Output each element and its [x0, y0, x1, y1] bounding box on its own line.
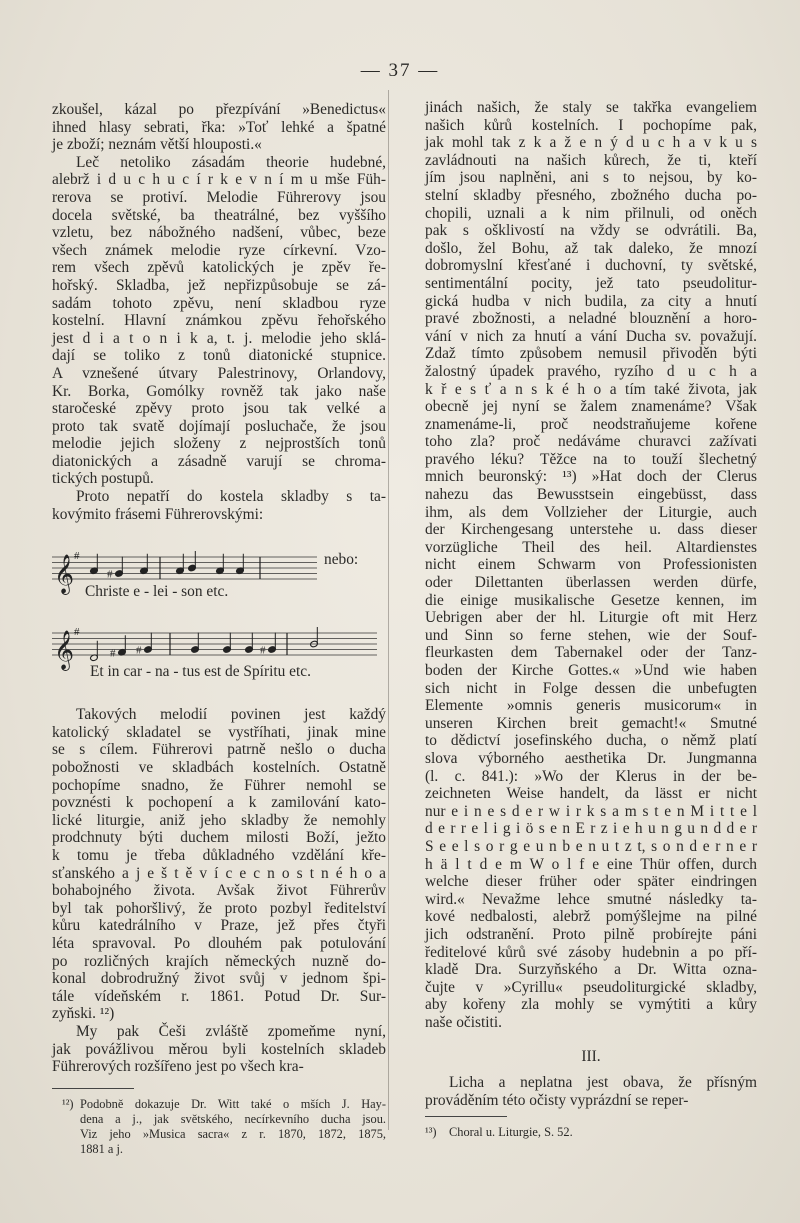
text-line: toho zla? proč nedáváme churavci zažívati [425, 433, 757, 451]
text-line: stelní skladby přesného, zbožného ducha po- [425, 186, 757, 204]
text-line: die einige musikalische Gesetze kennen, im [425, 591, 757, 609]
text-line: proto tak svatě dojímají posluchače, že jsou [52, 417, 386, 435]
text-line: d e r r e l i g i ö s e n E r z i e h u n g u n d d e r [425, 820, 757, 838]
text-line: My pak Češi zvláště zpomeňme nyní, [76, 1022, 386, 1040]
text-line: žalostný úpadek pravého, ryzího d u c h a [425, 362, 757, 380]
text-line: došlo, žel Bohu, až tak daleko, že mnozí [425, 239, 757, 257]
text-line: pochopíme snadno, že Führer nemohl se [52, 776, 386, 794]
text-line: rem všech zpěvů katolických je zpěv ře- [52, 259, 386, 277]
paragraph [425, 99, 757, 1031]
footnote-line: Choral u. Liturgie, S. 52. [449, 1125, 573, 1140]
text-line: Proto nepatří do kostela skladby s ta- [76, 488, 386, 506]
text-line: nicht einem Schwarm von Professionisten [425, 556, 757, 574]
text-line: k tomu je třeba důkladného vzdělání kře- [52, 847, 386, 864]
text-line: der Kirchengesang unterstehe u. dass dieser [425, 521, 757, 539]
text-line: zavládnouti na našich kůrech, že ti, kteří [425, 151, 757, 169]
text-line: jest d i a t o n i k a, t. j. melodie jeho sklá- [52, 329, 386, 347]
text-line: zkoušel, kázal po přezpívání »Benedictus« [52, 101, 386, 118]
text-line: naše očistiti. [425, 1013, 502, 1031]
page-fold-shadow [388, 90, 389, 1130]
footnote-line: Podobně dokazuje Dr. Witt také o mších J. Hay- [80, 1096, 386, 1111]
text-line: pravé zbožnosti, a neladné blouznění a horo- [425, 310, 757, 328]
text-line: ihm, als dem Vollzieher der Liturgie, auch [425, 503, 757, 521]
footnote-line: dena a j., jak světského, necírkevního ducha jsou. [80, 1111, 386, 1126]
sharp-icon: # [110, 647, 116, 660]
text-line: je zboží; neznám větší hlouposti.« [52, 136, 262, 154]
text-line: kovýmito frásemi Führerovskými: [52, 505, 264, 523]
text-line: kladě Dra. Surzyňského a Dr. Witta ozna- [425, 961, 757, 979]
text-line: zeichneten Weise handelt, da lässt er nicht [425, 785, 757, 803]
text-line: Uebrigen aber der hl. Liturgie oft mit Herz [425, 609, 757, 627]
text-line: nur e i n e s d e r w i r k s a m s t e n M i t t e l [425, 802, 757, 820]
text-line: zyňski. ¹²) [52, 1005, 115, 1023]
left-column [52, 101, 386, 1157]
text-line: kostelní. Hlavní známkou zpěvu řehořského [52, 312, 386, 330]
text-line: po rozličných krajích německých nuzně do- [52, 952, 386, 970]
text-line: pravého léku? Těžce na to touží šlechetný [425, 450, 757, 468]
text-line: h ä l t d e m W o l f e eine Thür offen, durch [425, 855, 757, 873]
paragraph [425, 1074, 757, 1109]
text-line: prováděním této očisty vyprázdní se reper- [425, 1091, 689, 1109]
key-signature-sharp-icon: # [74, 626, 80, 639]
text-line: Zdaž tímto způsobem nemusil přivoděn býti [425, 345, 757, 363]
left-text-top [52, 101, 386, 523]
footnote-12 [52, 1097, 386, 1157]
sharp-icon: # [260, 644, 266, 657]
text-line: znamenáme-li, proč neodstraňujeme kořene [425, 415, 757, 433]
text-line: Licha a neplatna jest obava, že přísným [449, 1074, 757, 1092]
text-line: pak s ošklivostí na vždy se odvrátili. Ba, [425, 222, 757, 240]
paragraph [52, 101, 386, 154]
text-line: boden der Kirche Gottes.« »Und wie haben [425, 662, 757, 679]
text-line: vzletu, bez nábožného nadšení, vůbec, beze [52, 224, 386, 242]
text-line: konal dobrodružný život svůj v jednom špi- [52, 970, 386, 988]
paragraph [52, 488, 386, 523]
text-line: katolický skladatel se vystříhati, jinak mine [52, 723, 386, 741]
text-line: všech známek melodie ryze církevní. Vzo- [52, 241, 386, 259]
text-line: Führerových rozšířeno jest po všech kra- [52, 1058, 304, 1076]
text-line: tále vídeňském r. 1861. Potud Dr. Sur- [52, 987, 386, 1005]
text-line: léta spravoval. Po dlouhém pak potulování [52, 934, 386, 952]
text-line: alebrž i d u c h u c í r k e v n í m u mše Füh- [52, 171, 386, 189]
text-line: diatonických a zásadně varují se chroma- [52, 452, 386, 470]
text-line: prodchnuty býti duchem milosti Boží, ježto [52, 829, 386, 847]
footnote-marker: ¹²) [62, 1096, 74, 1111]
music-example-2-lyrics: Et in car - na - tus est de Spíritu etc. [90, 663, 311, 681]
text-line: chopili, uznali a k nim přilnuli, od oněch [425, 204, 757, 222]
text-line: aby kořeny zla mohly se vymýtiti a kůry [425, 996, 757, 1014]
footnote-line: 1881 a j. [80, 1141, 124, 1156]
text-line: jich odstranění. Proto pilně probírejte páni [425, 925, 757, 943]
text-line: dají se toliko z tonů diatonické stupnice. [52, 347, 386, 365]
text-line: sentimentální pocity, jež tato pseudolitur- [425, 274, 757, 292]
text-line: vání v nich za hnutí a vání Ducha sv. považují. [425, 327, 757, 345]
text-line: ihned hlasy sebrati, řka: »Toť lehké a špatné [52, 118, 386, 136]
text-line: čujte v »Cyrillu« pseudoliturgické skladby, [425, 978, 757, 996]
footnote-text [52, 1097, 386, 1157]
text-line: Kr. Borka, Gomólky rovněž tak jako naše [52, 382, 386, 400]
text-line: jak mohl tak z k a ž e n ý d u c h a v k u s [425, 134, 757, 152]
footnote-text [425, 1125, 757, 1140]
text-line: nahezu das Bewusstsein eingebüsst, dass [425, 486, 757, 504]
text-line: rerova se protiví. Melodie Führerovy jsou [52, 188, 386, 206]
text-line: ředitelové kůrů své zásoby hudebnin a po pří- [425, 943, 757, 961]
page-number: — 37 — [360, 60, 440, 81]
key-signature-sharp-icon: # [74, 550, 80, 563]
text-line: gická hudba v nich budila, za city a hnutí [425, 292, 757, 310]
paragraph [52, 706, 386, 1023]
text-line: Takových melodií povinen jest každý [76, 706, 386, 724]
music-examples [52, 531, 386, 696]
footnote-marker: ¹³) [425, 1125, 437, 1140]
text-line: welche dieser früher oder später eindringen [425, 873, 757, 891]
sharp-icon: # [136, 644, 142, 657]
footnote-divider [52, 1088, 134, 1089]
text-line: sadám tohoto zpěvu, není skladbou ryze [52, 294, 386, 312]
text-line: našich kůrů kostelních. I pochopíme pak, [425, 116, 757, 134]
text-line: sich nicht in Folge dessen die unbefugten [425, 679, 757, 697]
text-line: se s cílem. Führerovi patrně nešlo o ducha [52, 741, 386, 759]
text-line: mnich beuronský: ¹³) »Hat doch der Clerus [425, 468, 757, 486]
text-line: (l. c. 841.): »Wo der Klerus in der be- [425, 767, 757, 785]
music-example-1-suffix: nebo: [324, 551, 359, 569]
text-line: und Sinn so ferne stehen, wie der Souf- [425, 626, 757, 644]
text-line: hořský. Skladba, jež nepřizpůsobuje se zá- [52, 276, 386, 294]
text-line: pobožnosti ve skladbách kostelních. Ostatně [52, 759, 386, 777]
music-example-1-lyrics: Christe e - lei - son etc. [85, 583, 229, 601]
text-line: vorzügliche Theil des heil. Altardienstes [425, 538, 757, 556]
left-text-bottom [52, 706, 386, 1075]
sharp-icon: # [107, 568, 113, 581]
treble-clef-icon: 𝄞 [54, 554, 75, 595]
paragraph [52, 154, 386, 488]
text-line: kové nedbalosti, alebrž pomýšlejme na pilné [425, 908, 757, 926]
footnote-divider [425, 1116, 507, 1117]
text-line: lické liturgie, aniž jeho skladby že nemohly [52, 811, 386, 829]
section-heading: III. [581, 1048, 601, 1066]
text-line: fleurkasten dem Tabernakel oder der Tanz- [425, 644, 757, 662]
text-line: Leč netoliko zásadám theorie hudebné, [76, 153, 386, 171]
text-line: byl tak pohoršlivý, že proto pozbyl ředitelství [52, 899, 386, 917]
text-line: A vznešené útvary Palestrinovy, Orlandovy, [52, 364, 386, 382]
text-line: jinách našich, že staly se takřka evangeliem [425, 99, 757, 116]
text-line: slova výborného aesthetika Dr. Jungmanna [425, 749, 757, 767]
treble-clef-icon: 𝄞 [54, 630, 75, 671]
text-line: povznésti k pochopení a k zamilování kato- [52, 794, 386, 812]
text-line: obecně jej nyní se žalem znamenáme? Však [425, 398, 757, 416]
text-line: staročeské zpěvy proto jsou tak velké a [52, 400, 386, 418]
paragraph [52, 1023, 386, 1076]
text-line: melodie jejich složeny z nejprostších tonů [52, 435, 386, 453]
text-line: unseren Kirchen breit gemacht!« Smutné [425, 714, 757, 732]
section-paragraph [425, 1074, 757, 1109]
text-line: S e e l s o r g e u n b e n u t z t, s o n d e r n e r [425, 837, 757, 855]
right-text [425, 99, 757, 1031]
text-line: jak povážlivou měrou byli kostelních skladeb [52, 1040, 386, 1058]
text-line: kůru katedrálního v Praze, jež přes čtyři [52, 917, 386, 935]
text-line: to dědictví josefinského ducha, o němž platí [425, 732, 757, 750]
text-line: oder Dilettanten überlassen werden dürfe, [425, 574, 757, 592]
text-line: k ř e s ť a n s k é h o a tím také života, jak [425, 380, 757, 398]
text-line: tických postupů. [52, 470, 154, 488]
text-line: sťanského a j e š t ě v í c e c n o s t n é h o a [52, 864, 386, 882]
text-line: docela světské, ba theatrálné, bez vyššího [52, 206, 386, 224]
footnote-13 [425, 1125, 757, 1140]
text-line: wird.« Nevažme lehce smutné následky ta- [425, 890, 757, 908]
right-column [425, 99, 757, 1140]
text-line: bohabojného života. Avšak život Führerův [52, 882, 386, 900]
text-line: dobromyslní křesťané i duchovní, ty světské, [425, 257, 757, 275]
text-line: jím jsou naplněni, ani s to nejsou, by ko- [425, 169, 757, 187]
text-line: Elemente »omnis generis musicorum« in [425, 697, 757, 715]
footnote-line: Viz jeho »Musica sacra« z r. 1870, 1872, 1875, [80, 1126, 386, 1141]
